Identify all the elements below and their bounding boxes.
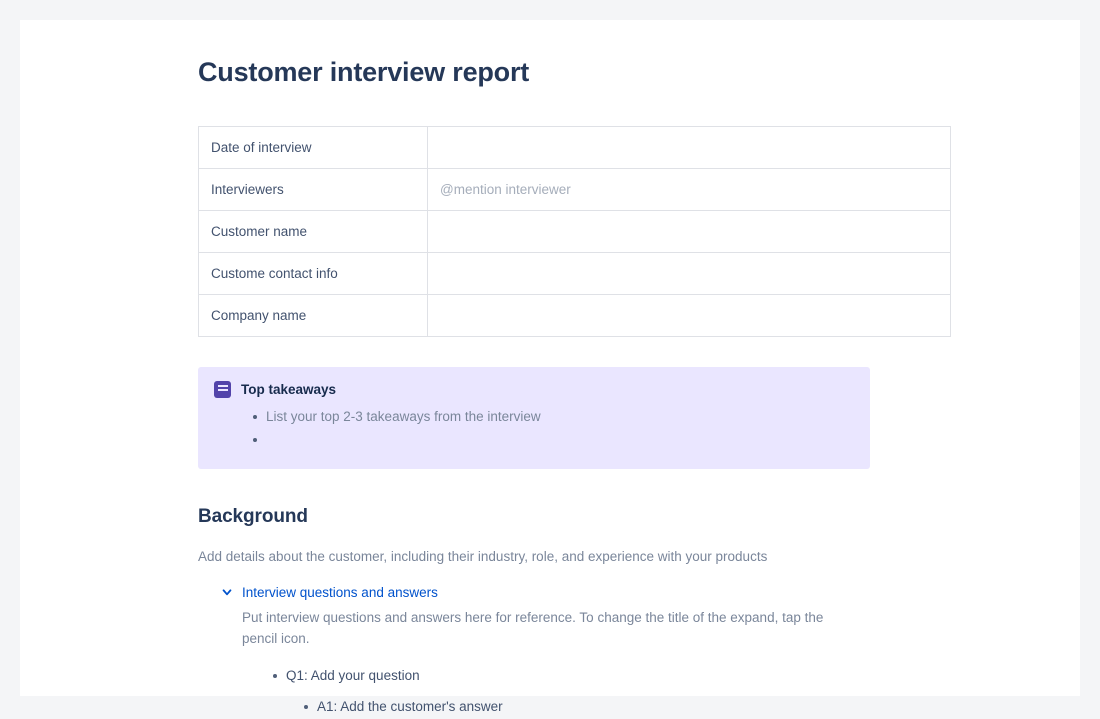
section-heading-background: Background <box>198 506 308 528</box>
page-title: Customer interview report <box>198 57 530 87</box>
table-cell-label: Company name <box>199 295 428 337</box>
list-item[interactable]: A1: Add the customer's answer <box>317 695 902 719</box>
expand-title[interactable]: Interview questions and answers <box>242 584 438 600</box>
table-cell-value[interactable] <box>428 211 951 253</box>
table-cell-value[interactable] <box>428 253 951 295</box>
section-description: Add details about the customer, including their industry, role, and experience with your products <box>198 549 768 565</box>
mention-placeholder[interactable]: @mention interviewer <box>440 182 571 198</box>
document-page <box>20 20 1080 714</box>
table-cell-label: Interviewers <box>199 169 428 211</box>
questions-list <box>220 664 902 719</box>
table-row <box>199 253 951 295</box>
list-item[interactable]: List your top 2-3 takeaways from the interview <box>266 406 854 429</box>
expand-header[interactable] <box>220 585 902 600</box>
table-cell-label: Customer name <box>199 211 428 253</box>
table-cell-value[interactable] <box>428 169 951 211</box>
list-item[interactable] <box>286 664 902 719</box>
table-row <box>199 169 951 211</box>
note-icon <box>214 381 231 398</box>
chevron-down-icon[interactable] <box>220 585 234 599</box>
table-cell-label: Custome contact info <box>199 253 428 295</box>
table-row <box>199 295 951 337</box>
panel-title: Top takeaways <box>241 382 337 398</box>
table-row <box>199 127 951 169</box>
question-text: Q1: Add your question <box>286 668 420 684</box>
answers-list <box>286 695 902 719</box>
table-cell-value[interactable] <box>428 127 951 169</box>
interview-info-table <box>198 126 951 337</box>
table-cell-label: Date of interview <box>199 127 428 169</box>
expand-body-text: Put interview questions and answers here for reference. To change the title of the expand, tap the pencil icon. <box>242 609 824 647</box>
document-content <box>198 56 902 719</box>
expand-block <box>220 585 902 719</box>
takeaways-list <box>214 406 854 451</box>
list-item[interactable] <box>266 429 854 451</box>
top-takeaways-panel <box>198 367 870 469</box>
table-row <box>199 211 951 253</box>
table-cell-value[interactable] <box>428 295 951 337</box>
panel-header <box>214 381 854 398</box>
